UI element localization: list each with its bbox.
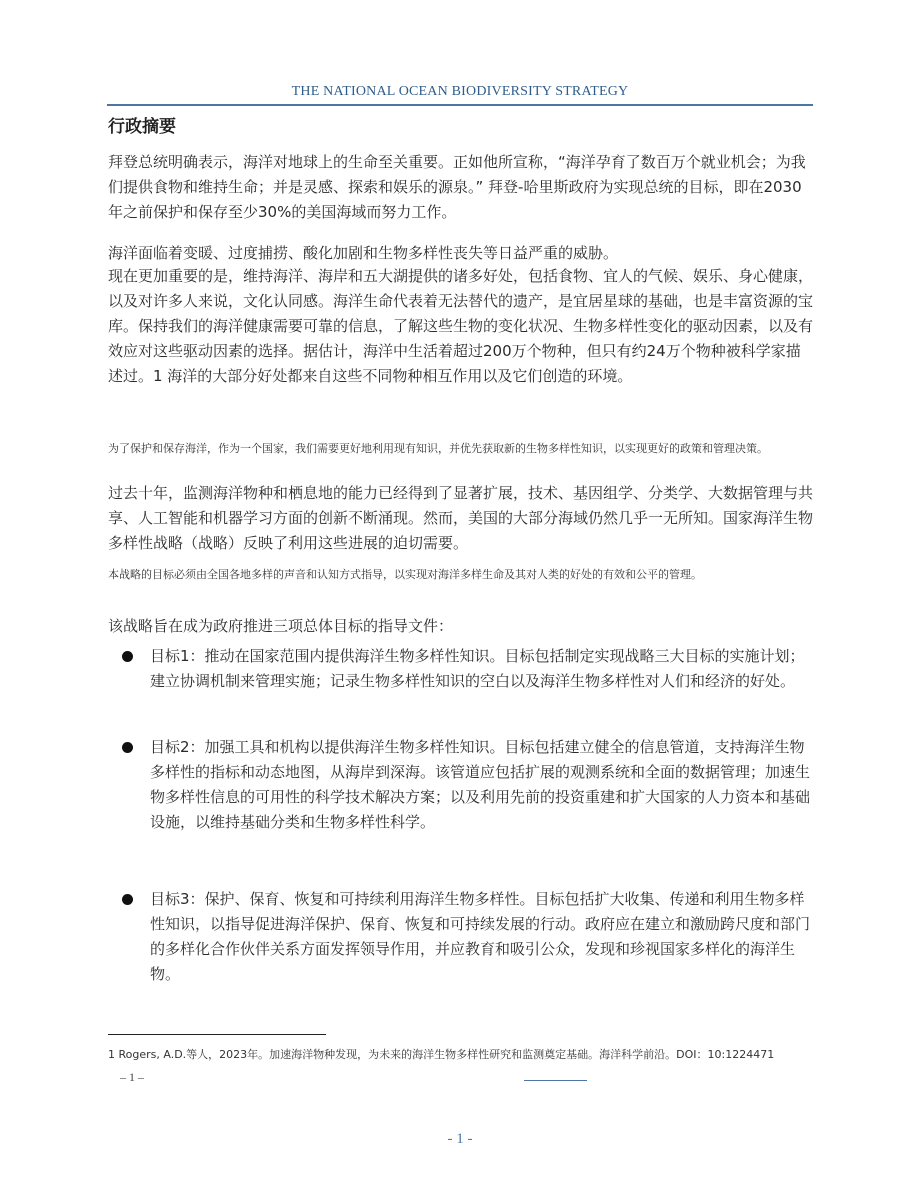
running-header: THE NATIONAL OCEAN BIODIVERSITY STRATEGY: [291, 84, 629, 99]
bullet-icon: [122, 894, 133, 905]
inner-page-number: – 1 –: [120, 1070, 144, 1084]
paragraph-benefits: 现在更加重要的是，维持海洋、海岸和五大湖提供的诸多好处，包括食物、宜人的气候、娱乐、身心健康，以及对许多人来说，文化认同感。海洋生命代表着无法替代的遗产，是宜居星球的基础，也是丰富资源的宝库。保持我们的海洋健康需要可靠的信息，了解这些生物的变化状况、生物多样性变化的驱动因素，以及有效应对这些驱动因素的选择。据估计，海洋中生活着超过200万个物种，但只有约24万个物种被科学家描述过。1 海洋的大部分好处都来自这些不同物种相互作用以及它们创造的环境。: [108, 267, 814, 385]
paragraph-intro: 拜登总统明确表示，海洋对地球上的生命至关重要。正如他所宣称，“海洋孕育了数百万个就业机会；为我们提供食物和维持生命；并是灵感、探索和娱乐的源泉。” 拜登-哈里斯政府为实现总统的目标，即在2030年之前保护和保存至少30%的美国海域而努力工作。: [108, 153, 806, 221]
paragraph-guidance-note: 本战略的目标必须由全国各地多样的声音和认知方式指导，以实现对海洋多样生命及其对人类的好处的有效和公平的管理。: [108, 568, 702, 581]
header-rule: [107, 104, 813, 106]
page-number: - 1 -: [447, 1131, 473, 1147]
footnote-rule: [108, 1034, 326, 1035]
paragraph-goals-intro: 该战略旨在成为政府推进三项总体目标的指导文件：: [108, 617, 454, 635]
paragraph-threats: 海洋面临着变暖、过度捕捞、酸化加剧和生物多样性丧失等日益严重的威胁。: [108, 244, 619, 262]
bullet-icon: [122, 651, 133, 662]
paragraph-monitoring: 过去十年，监测海洋物种和栖息地的能力已经得到了显著扩展，技术、基因组学、分类学、大数据管理与共享、人工智能和机器学习方面的创新不断涌现。然而，美国的大部分海域仍然几乎一无所知。国家海洋生物多样性战略（战略）反映了利用这些进展的迫切需要。: [108, 484, 814, 552]
goal-text: 目标3：保护、保育、恢复和可持续利用海洋生物多样性。目标包括扩大收集、传递和利用生物多样性知识，以指导促进海洋保护、保育、恢复和可持续发展的行动。政府应在建立和激励跨尺度和部门的多样化合作伙伴关系方面发挥领导作用，并应教育和吸引公众，发现和珍视国家多样化的海洋生物。: [150, 890, 811, 983]
bullet-icon: [122, 742, 133, 753]
paragraph-knowledge-note: 为了保护和保存海洋，作为一个国家，我们需要更好地利用现有知识，并优先获取新的生物多样性知识，以实现更好的政策和管理决策。: [108, 442, 768, 455]
goal-text: 目标1：推动在国家范围内提供海洋生物多样性知识。目标包括制定实现战略三大目标的实施计划；建立协调机制来管理实施；记录生物多样性知识的空白以及海洋生物多样性对人们和经济的好处。: [150, 647, 805, 690]
footer-rule: [524, 1080, 587, 1081]
goal-text: 目标2：加强工具和机构以提供海洋生物多样性知识。目标包括建立健全的信息管道，支持海洋生物多样性的指标和动态地图，从海岸到深海。该管道应包括扩展的观测系统和全面的数据管理；加速生物多样性信息的可用性的科学技术解决方案；以及利用先前的投资重建和扩大国家的人力资本和基础设施，以维持基础分类和生物多样性科学。: [150, 738, 811, 831]
footnote: 1 Rogers, A.D.等人，2023年。加速海洋物种发现，为未来的海洋生物多样性研究和监测奠定基础。海洋科学前沿。DOI：10:1224471: [108, 1048, 775, 1061]
section-title: 行政摘要: [108, 117, 176, 137]
